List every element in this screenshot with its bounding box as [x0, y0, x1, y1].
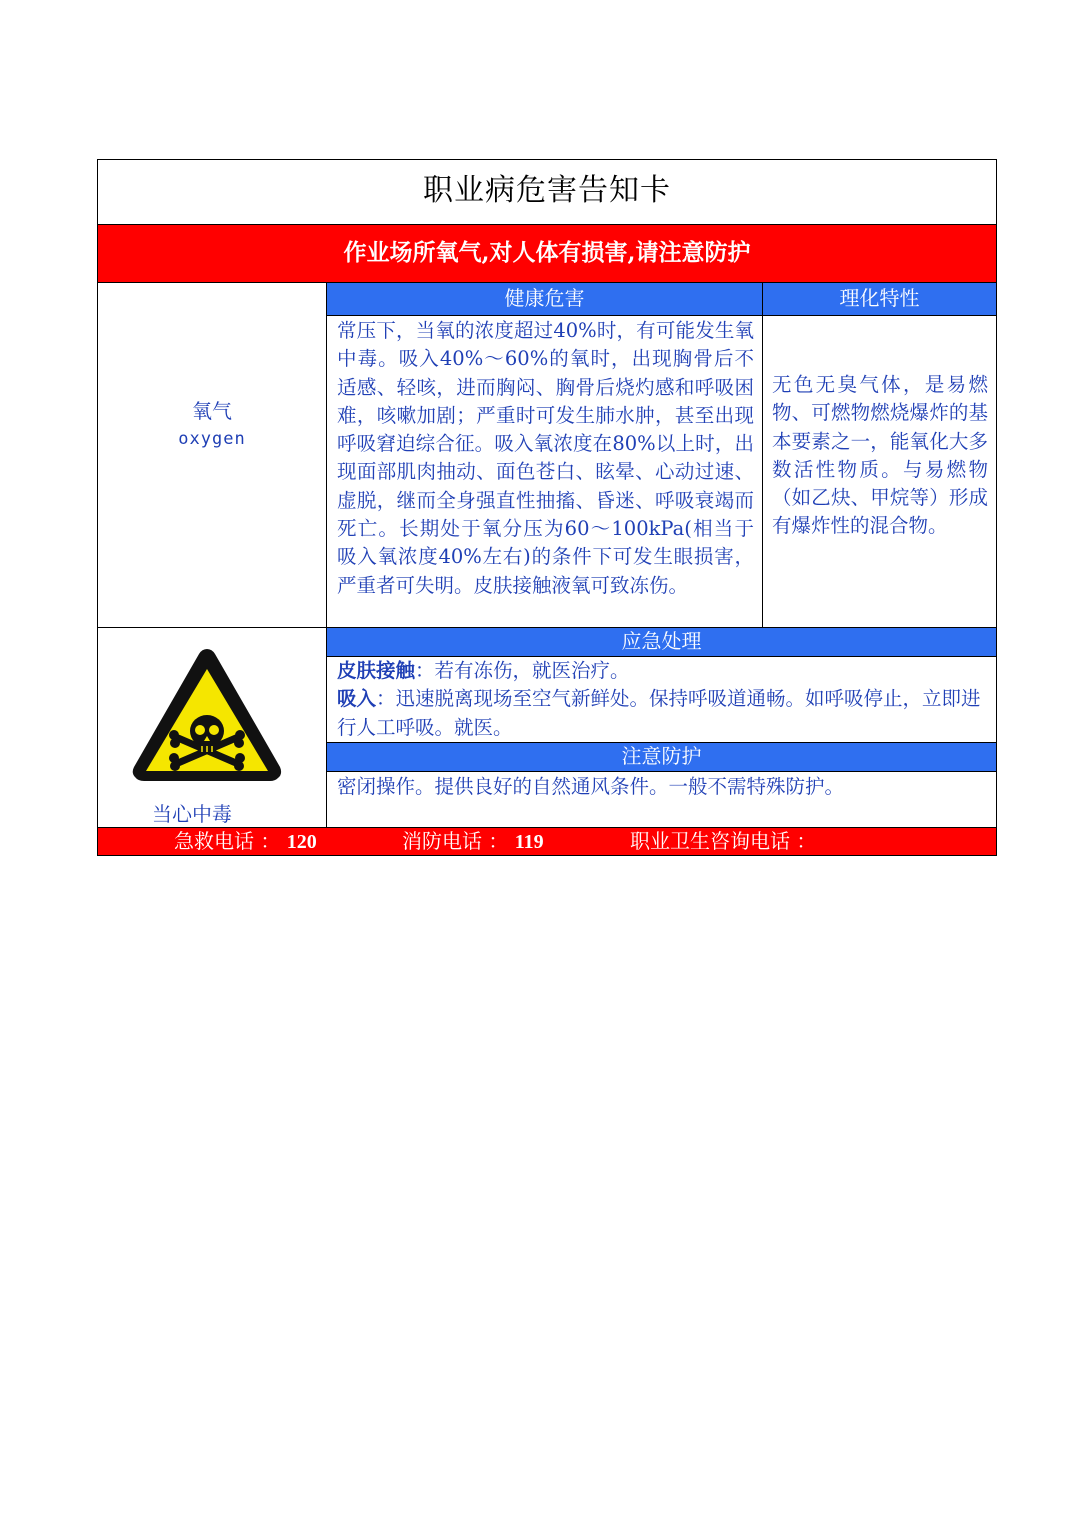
emergency-inhale-line — [337, 685, 988, 742]
first-aid-label: 急救电话 ： — [174, 829, 281, 853]
emergency-text — [327, 657, 996, 743]
emergency-header: 应急处理 — [327, 628, 996, 657]
inhalation-label: 吸入 — [337, 687, 377, 711]
skin-contact-label: 皮肤接触 — [337, 659, 416, 682]
hazard-notice-card — [97, 159, 997, 856]
first-aid-phone — [174, 828, 317, 855]
fire-number: 119 — [514, 831, 544, 853]
substance-name-cell — [98, 283, 327, 628]
properties-text: 无色无臭气体，是易燃物、可燃物燃烧爆炸的基本要素之一，能氧化大多数活性物质。与易燃物（如乙炔、甲烷等）形成有爆炸性的混合物。 — [763, 316, 996, 628]
warning-banner: 作业场所氧气,对人体有损害,请注意防护 — [98, 225, 996, 283]
warning-sign-cell — [98, 628, 327, 827]
health-hazard-header: 健康危害 — [327, 283, 763, 316]
emergency-phone-footer — [98, 827, 996, 855]
health-hazard-text: 常压下，当氧的浓度超过40%时，有可能发生氧中毒。吸入40%～60%的氧时，出现胸骨后不适感、轻咳，进而胸闷、胸骨后烧灼感和呼吸困难，咳嗽加剧；严重时可发生肺水肿，甚至出现呼吸窘迫综合征。吸入氧浓度在80%以上时，出现面部肌肉抽动、面色苍白、眩晕、心动过速、虚脱，继而全身强直性抽搐、昏迷、呼吸衰竭而死亡。长期处于氧分压为60～100kPa(相当于吸入氧浓度40%左右)的条件下可发生眼损害，严重者可失明。皮肤接触液氧可致冻伤。 — [327, 316, 763, 628]
fire-phone — [402, 828, 544, 855]
protection-text: 密闭操作。提供良好的自然通风条件。一般不需特殊防护。 — [337, 775, 845, 798]
poison-warning-icon — [128, 643, 286, 787]
substance-name-cn: 氧气 — [192, 399, 232, 423]
skin-contact-text: ：若有冻伤，就医治疗。 — [415, 659, 630, 682]
substance-name-en: oxygen — [178, 429, 246, 449]
warning-sign-label: 当心中毒 — [152, 802, 232, 826]
properties-header: 理化特性 — [763, 283, 996, 316]
consult-phone: 职业卫生咨询电话 ： — [630, 829, 817, 853]
first-aid-number: 120 — [286, 831, 317, 853]
inhalation-text: ：迅速脱离现场至空气新鲜处。保持呼吸道通畅。如呼吸停止，立即进行人工呼吸。就医。 — [337, 687, 981, 739]
card-title: 职业病危害告知卡 — [98, 160, 996, 225]
emergency-skin-line — [337, 657, 988, 685]
protection-header: 注意防护 — [327, 743, 996, 772]
fire-label: 消防电话 ： — [402, 829, 509, 853]
